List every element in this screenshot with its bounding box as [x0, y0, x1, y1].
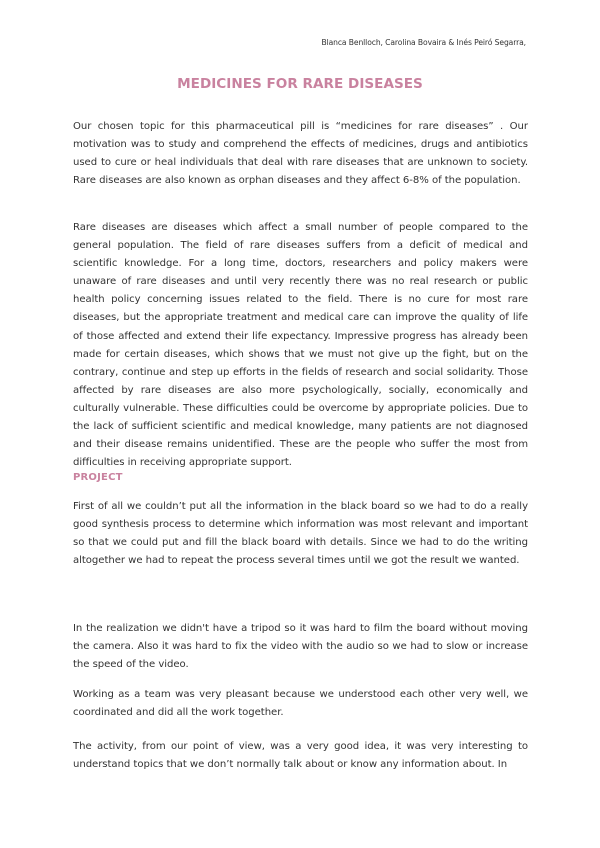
paragraph-teamwork: Working as a team was very pleasant because we understood each other very well, we coordinated and did all the work together. [73, 689, 528, 719]
paragraph-realization: In the realization we didn't have a tripod so it was hard to film the board without moving the camera. Also it was hard to fix the video with the audio so we had to slow or increase the speed of the video. [73, 623, 528, 671]
paragraph-opinion: The activity, from our point of view, was a very good idea, it was very interesting to understand topics that we don’t normally talk about or know any information about. In [73, 741, 528, 771]
paragraph-synthesis: First of all we couldn’t put all the information in the black board so we had to do a really good synthesis process to determine which information was most relevant and important so that we could put and fill the black board with details. Since we had to do the writing altogether we had to repeat the process several times until we got the result we wanted. [73, 501, 528, 567]
paragraph-intro: Our chosen topic for this pharmaceutical pill is “medicines for rare diseases” . Our motivation was to study and comprehend the effects of medicines, drugs and antibiotics used to cure or heal individuals that deal with rare diseases that are unknown to society. Rare diseases are also known as orphan diseases and they affect 6-8% of the population. [73, 121, 528, 187]
authors-header: Blanca Benlloch, Carolina Bovaira & Inés Peiró Segarra, [321, 38, 526, 47]
document-title: MEDICINES FOR RARE DISEASES [177, 76, 423, 92]
section-heading-project: PROJECT [73, 472, 123, 483]
paragraph-definition: Rare diseases are diseases which affect a small number of people compared to the general population. The field of rare diseases suffers from a deficit of medical and scientific knowledge. For a long time, doctors, researchers and policy makers were unaware of rare diseases and until very recently there was no real research or public health policy concerning issues related to the field. There is no cure for most rare diseases, but the appropriate treatment and medical care can improve the quality of life of those affected and extend their life expectancy. Impressive progress has already been made for certain diseases, which shows that we must not give up the fight, but on the contrary, continue and step up efforts in the fields of research and social solidarity. Those affected by rare diseases are also more psychologically, socially, economically and culturally vulnerable. These difficulties could be overcome by appropriate policies. Due to the lack of sufficient scientific and medical knowledge, many patients are not diagnosed and their disease remains unidentified. These are the people who suffer the most from difficulties in receiving appropriate support. [73, 222, 528, 469]
